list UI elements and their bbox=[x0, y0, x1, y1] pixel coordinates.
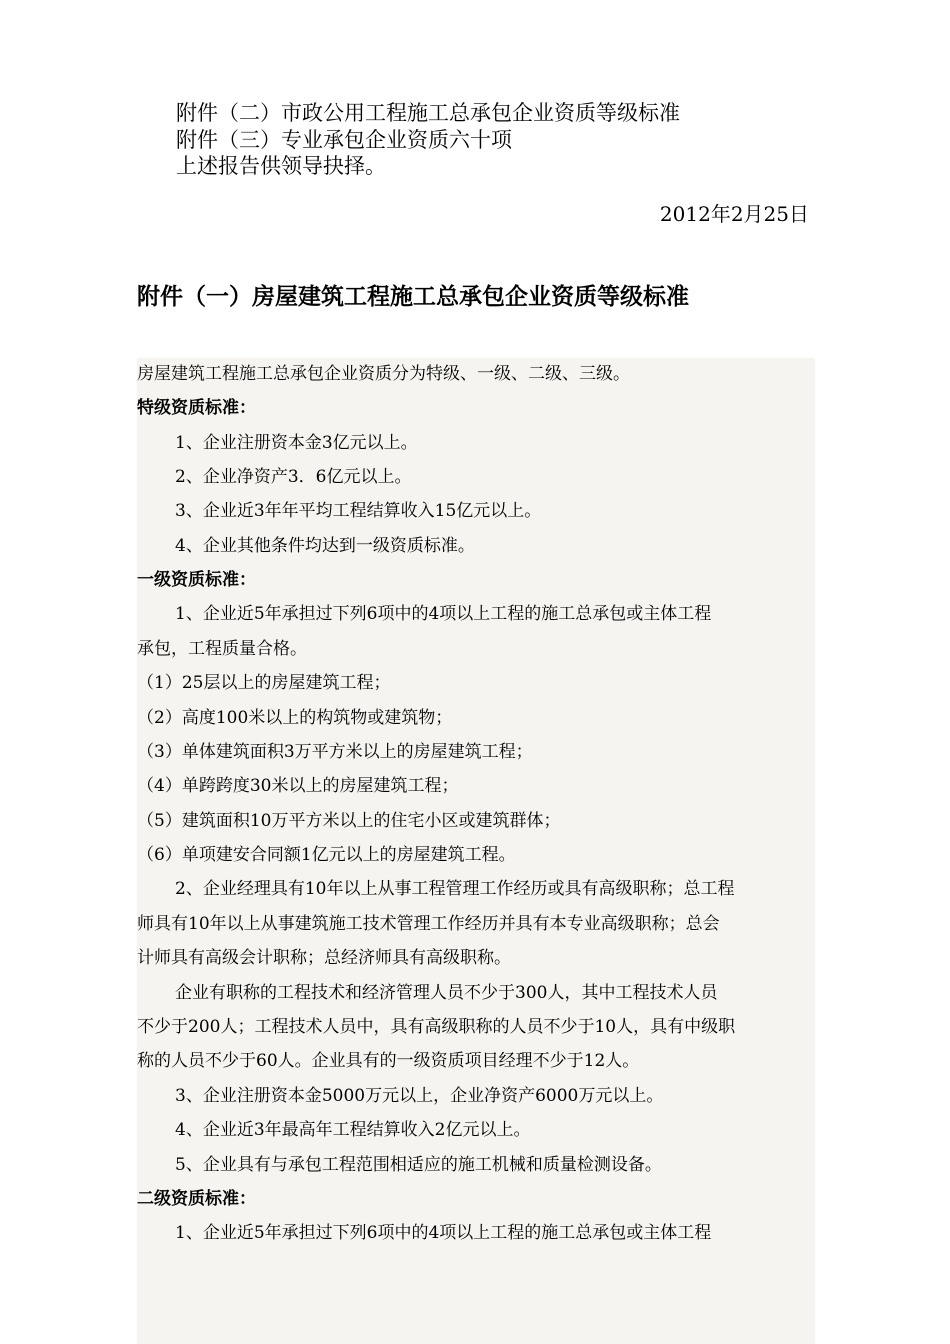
subheading-special-grade: 特级资质标准： bbox=[137, 398, 256, 418]
list-item: （5）建筑面积10万平方米以上的住宅小区或建筑群体； bbox=[137, 811, 561, 831]
body-line: 4、企业近3年最高年工程结算收入2亿元以上。 bbox=[175, 1120, 531, 1140]
list-item: （1）25层以上的房屋建筑工程； bbox=[137, 673, 391, 693]
document-date: 2012年2月25日 bbox=[659, 202, 809, 226]
body-line: 1、企业注册资本金3亿元以上。 bbox=[175, 433, 418, 453]
list-item: （4）单跨跨度30米以上的房屋建筑工程； bbox=[137, 776, 459, 796]
section-body bbox=[137, 358, 815, 1344]
body-line: 2、企业经理具有10年以上从事工程管理工作经历或具有高级职称；总工程 bbox=[175, 879, 735, 899]
intro-line-2: 附件（三）专业承包企业资质六十项 bbox=[176, 128, 512, 152]
intro-line-1: 附件（二）市政公用工程施工总承包企业资质等级标准 bbox=[176, 101, 680, 125]
body-line: 5、企业具有与承包工程范围相适应的施工机械和质量检测设备。 bbox=[175, 1155, 662, 1175]
body-line: 计师具有高级会计职称；总经济师具有高级职称。 bbox=[137, 948, 511, 968]
section-heading: 附件（一）房屋建筑工程施工总承包企业资质等级标准 bbox=[137, 284, 689, 310]
list-item: （3）单体建筑面积3万平方米以上的房屋建筑工程； bbox=[137, 742, 533, 762]
list-item: （2）高度100米以上的构筑物或建筑物； bbox=[137, 708, 453, 728]
body-line: 3、企业注册资本金5000万元以上，企业净资产6000万元以上。 bbox=[175, 1086, 664, 1106]
body-line: 承包，工程质量合格。 bbox=[137, 639, 307, 659]
body-line: 不少于200人；工程技术人员中，具有高级职称的人员不少于10人，具有中级职 bbox=[137, 1017, 736, 1037]
body-line: 师具有10年以上从事建筑施工技术管理工作经历并具有本专业高级职称；总会 bbox=[137, 914, 720, 934]
body-line: 称的人员不少于60人。企业具有的一级资质项目经理不少于12人。 bbox=[137, 1051, 640, 1071]
list-item: （6）单项建安合同额1亿元以上的房屋建筑工程。 bbox=[137, 845, 516, 865]
body-line: 房屋建筑工程施工总承包企业资质分为特级、一级、二级、三级。 bbox=[137, 364, 630, 384]
body-line: 企业有职称的工程技术和经济管理人员不少于300人，其中工程技术人员 bbox=[175, 983, 718, 1003]
body-line: 2、企业净资产3．6亿元以上。 bbox=[175, 467, 412, 487]
body-line: 1、企业近5年承担过下列6项中的4项以上工程的施工总承包或主体工程 bbox=[175, 604, 712, 624]
body-line: 4、企业其他条件均达到一级资质标准。 bbox=[175, 536, 475, 556]
subheading-grade-one: 一级资质标准： bbox=[137, 570, 256, 590]
subheading-grade-two: 二级资质标准： bbox=[137, 1189, 256, 1209]
intro-line-3: 上述报告供领导抉择。 bbox=[176, 154, 386, 178]
body-line: 3、企业近3年年平均工程结算收入15亿元以上。 bbox=[175, 501, 542, 521]
body-line: 1、企业近5年承担过下列6项中的4项以上工程的施工总承包或主体工程 bbox=[175, 1223, 712, 1243]
